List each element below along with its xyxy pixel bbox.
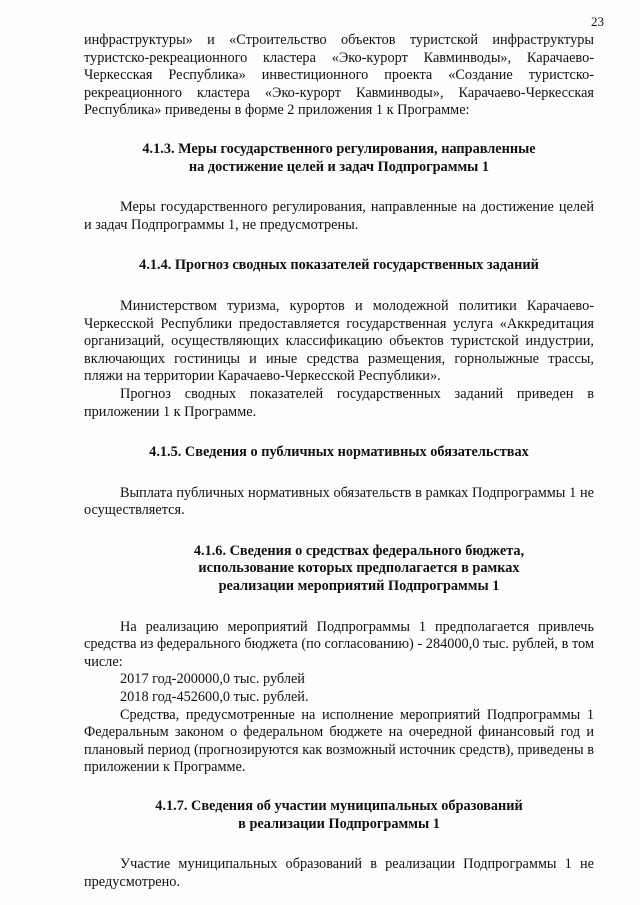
heading-line: использование которых предполагается в рамках [198,560,520,577]
section-4-1-3-heading [84,141,594,176]
section-4-1-6-text: Средства, предусмотренные на исполнение мероприятий Подпрограммы 1 Федеральным законом о федеральном бюджете на очередной финансовый год и плановый период (прогнозируются как возможный источник средств), приведены в приложении к Программе. [84,706,594,776]
heading-line: на достижение целей и задач Подпрограммы 1 [188,158,490,175]
section-4-1-5-heading: 4.1.5. Сведения о публичных нормативных обязательствах [149,444,529,461]
heading-line: реализации мероприятий Подпрограммы 1 [218,578,500,595]
intro-paragraph: инфраструктуры» и «Строительство объектов туристской инфраструктуры туристско-рекреационного кластера «Эко-курорт Кавминводы», Карачаево-Черкесская Республика» инвестиционного проекта «Создание туристско-рекреационного кластера «Эко-курорт Кавминводы», Карачаево-Черкесская Республика» приведены в форме 2 приложения 1 к Программе: [84,32,594,119]
heading-line: в реализации Подпрограммы 1 [238,815,440,832]
heading-line: 4.1.3. Меры государственного регулирования, направленные [142,140,536,157]
page-number: 23 [591,14,604,29]
section-4-1-4-text: Министерством туризма, курортов и молодежной политики Карачаево-Черкесской Республики предоставляется государственная услуга «Аккредитация организаций, осуществляющих классификацию объектов туристской индустрии, включающих гостиницы и иные средства размещения, горнолыжные трассы, пляжи на территории Карачаево-Черкесской Республики». [84,297,594,385]
budget-year-line: 2017 год-200000,0 тыс. рублей [120,671,305,688]
heading-line: 4.1.7. Сведения об участии муниципальных образований [155,798,523,814]
page-content [84,32,594,891]
section-4-1-6-heading [84,543,594,596]
budget-year-line: 2018 год-452600,0 тыс. рублей. [120,689,309,706]
section-4-1-7-heading [84,798,594,833]
heading-line: 4.1.6. Сведения о средствах федерального бюджета, [193,542,525,559]
section-4-1-4-heading: 4.1.4. Прогноз сводных показателей государственных заданий [139,257,539,274]
section-4-1-4-text: Прогноз сводных показателей государственных заданий приведен в приложении 1 к Программе. [84,385,594,420]
section-4-1-6-text: На реализацию мероприятий Подпрограммы 1 предполагается привлечь средства из федерального бюджета (по согласованию) - 284000,0 тыс. рублей, в том числе: [84,618,594,670]
section-4-1-3-text: Меры государственного регулирования, направленные на достижение целей и задач Подпрограммы 1, не предусмотрены. [84,199,594,233]
section-4-1-5-text: Выплата публичных нормативных обязательств в рамках Подпрограммы 1 не осуществляется. [84,484,594,519]
section-4-1-7-text: Участие муниципальных образований в реализации Подпрограммы 1 не предусмотрено. [84,856,594,890]
